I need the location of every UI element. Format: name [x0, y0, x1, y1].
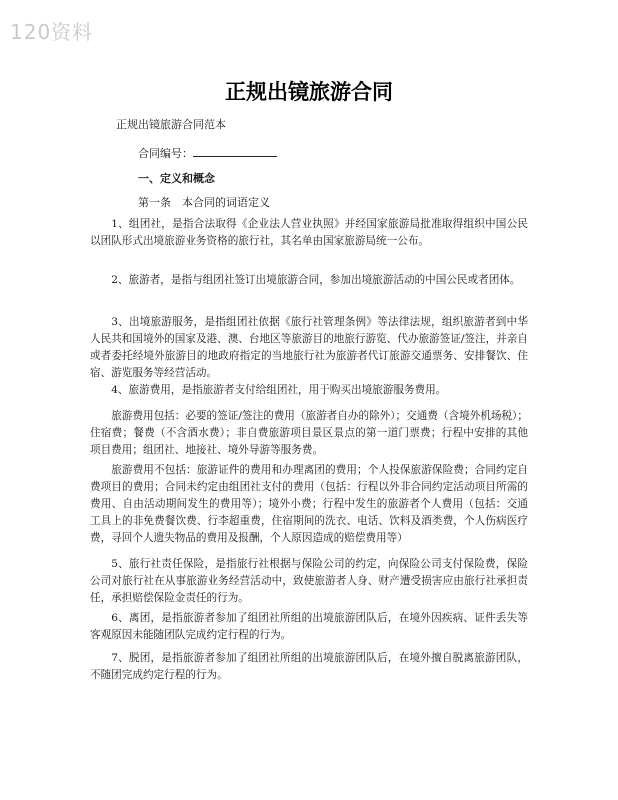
- paragraph-5: 旅游费用包括：必要的签证/签注的费用（旅游者自办的除外）；交通费（含境外机场税）；住宿费；餐费（不含酒水费）；非自费旅游项目景区景点的第一道门票费；行程中安排的其他项目费用；组团社、地接社、境外导游等服务费。: [90, 410, 528, 456]
- contract-number-label: 合同编号：: [138, 147, 193, 160]
- document-subtitle: 正规出镜旅游合同范本: [116, 118, 226, 131]
- contract-number-blank: [193, 145, 277, 157]
- paragraph-8: 6、离团，是指旅游者参加了组团社所组的出境旅游团队后，在境外因疾病、证件丢失等客观原因未能随团队完成约定行程的行为。: [90, 612, 528, 641]
- paragraph-1: 1、组团社，是指合法取得《企业法人营业执照》并经国家旅游局批准取得组织中国公民以团队形式出境旅游业务资格的旅行社，其名单由国家旅游局统一公布。: [90, 218, 528, 247]
- paragraph-9: 7、脱团，是指旅游者参加了组团社所组的出境旅游团队后，在境外擅自脱离旅游团队，不随团完成约定行程的行为。: [90, 652, 528, 681]
- paragraph-2: 2、旅游者，是指与组团社签订出境旅游合同，参加出境旅游活动的中国公民或者团体。: [111, 274, 521, 286]
- watermark: 120资料: [10, 20, 94, 44]
- paragraph-3: 3、出境旅游服务，是指组团社依据《旅行社管理条例》等法律法规，组织旅游者到中华人民共和国境外的国家及港、澳、台地区等旅游目的地旅行游览、代办旅游签证/签注，并亲自或者委托经境外旅游目的地政府指定的当地旅行社为旅游者代订旅游交通票务、安排餐饮、住宿、游览服务等经营活动。: [90, 316, 528, 379]
- section-heading: 一、定义和概念: [138, 172, 215, 185]
- paragraph-7: 5、旅行社责任保险，是指旅行社根据与保险公司的约定，向保险公司支付保险费，保险公司对旅行社在从事旅游业务经营活动中，致使旅游者人身、财产遭受损害应由旅行社承担责任，承担赔偿保险金责任的行为。: [90, 558, 528, 604]
- paragraph-6: 旅游费用不包括：旅游证件的费用和办理离团的费用；个人投保旅游保险费；合同约定自费项目的费用；合同未约定由组团社支付的费用（包括：行程以外非合同约定活动项目所需的费用、自由活动期间发生的费用等）；境外小费；行程中发生的旅游者个人费用（包括：交通工具上的非免费餐饮费、行李超重费，住宿期间的洗衣、电话、饮料及酒类费，个人伤病医疗费，寻回个人遗失物品的费用及报酬，个人原因造成的赔偿费用等）: [90, 464, 528, 544]
- document-title: 正规出镜旅游合同: [225, 80, 393, 104]
- article-heading: 第一条 本合同的词语定义: [138, 196, 270, 209]
- paragraph-4: 4、旅游费用，是指旅游者支付给组团社，用于购买出境旅游服务费用。: [111, 384, 447, 396]
- contract-number-field: [138, 145, 277, 162]
